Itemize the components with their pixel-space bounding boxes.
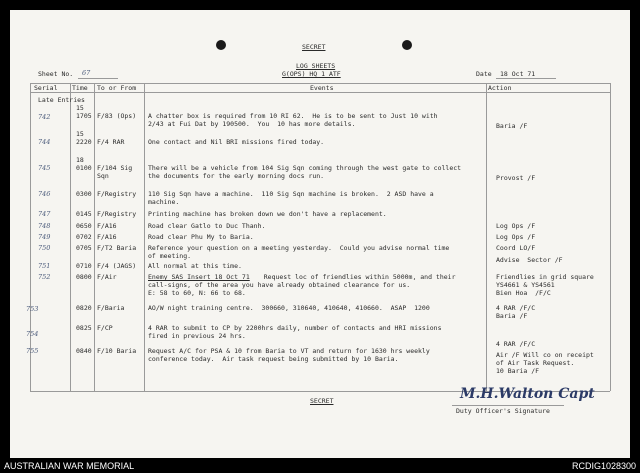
table-row-to-from: F/4 (JAGS) (97, 262, 137, 270)
signature-caption: Duty Officer's Signature (456, 407, 550, 415)
table-row-action: Baria /F (496, 122, 528, 130)
date-label: Date (476, 70, 492, 78)
table-row-serial: 749 (38, 233, 51, 241)
classification-top: SECRET (302, 43, 326, 51)
table-row-event: Request loc of friendlies within 5000m, and their call-signs, of the area you have already obtained clearance for us. E: 58 to 60, N: 66 to 68. (148, 273, 456, 297)
table-row-time: 0825 (76, 324, 92, 332)
column-action: Action (488, 84, 512, 92)
table-row-to-from: F/4 RAR (97, 138, 125, 146)
table-row-serial: 747 (38, 210, 51, 218)
column-serial: Serial (34, 84, 58, 92)
sheet-label: Sheet No. (38, 70, 74, 78)
table-row-action: Advise Sector /F (496, 256, 563, 264)
table-row-serial: 744 (38, 138, 51, 146)
table-row-time: 0650 (76, 222, 92, 230)
table-row-action: Log Ops /F (496, 233, 536, 241)
table-row-event: Reference your question on a meeting yesterday. Could you advise normal time of meeting. (148, 244, 450, 260)
source-credit: AUSTRALIAN WAR MEMORIAL (4, 461, 135, 471)
table-row-serial: 748 (38, 222, 51, 230)
title-line-1: LOG SHEETS (296, 62, 336, 70)
table-row-to-from: F/104 Sig Sqn (97, 164, 133, 180)
table-row-serial: 750 (38, 244, 51, 252)
table-row-event: Road clear Phu My to Baria. (148, 233, 254, 241)
table-row-time: 15 2220 (76, 130, 92, 146)
table-row-to-from: F/Air (97, 273, 117, 281)
table-row-event: Road clear Gatlo to Duc Thanh. (148, 222, 266, 230)
table-row-event: One contact and Nil BRI missions fired today. (148, 138, 325, 146)
table-row-serial: 753 (26, 305, 39, 313)
table-row-to-from: F/Registry (97, 210, 137, 218)
duty-officer-signature: M.H.Walton Capt (460, 386, 595, 402)
table-row-to-from: F/Registry (97, 190, 137, 198)
table-row-to-from: F/10 Baria (97, 347, 137, 355)
source-reference-id: RCDIG1028300 (571, 461, 636, 471)
table-row-serial: 755 (26, 347, 39, 355)
table-row-to-from: F/CP (97, 324, 113, 332)
table-row-to-from: F/A16 (97, 222, 117, 230)
table-row-action: Air /F Will co on receipt of Air Task Request. 10 Baria /F (496, 351, 594, 375)
table-row-event: 4 RAR to submit to CP by 2200hrs daily, number of contacts and HRI missions fired in previous 24 hrs. (148, 324, 442, 340)
table-row-action: 4 RAR /F/C Baria /F (496, 304, 536, 320)
column-events: Events (310, 84, 334, 92)
table-row-to-from: F/A16 (97, 233, 117, 241)
table-row-event: 110 Sig Sqn have a machine. 110 Sig Sqn machine is broken. 2 ASD have a machine. (148, 190, 434, 206)
table-row-event: Request A/C for PSA & 10 from Baria to VT and return for 1630 hrs weekly conference today. Air task request being submitted by 10 Baria. (148, 347, 430, 363)
table-row-serial: 754 (26, 330, 39, 338)
table-row-action: Friendlies in grid square YS4661 & YS4561 Bien Hoa /F/C (496, 273, 594, 297)
date-value: 18 Oct 71 (500, 70, 536, 78)
column-time: Time (72, 84, 88, 92)
table-row-time: 0705 (76, 244, 92, 252)
table-row-event-heading: Enemy SAS Insert 18 Oct 71 (148, 273, 250, 281)
table-row-event: There will be a vehicle from 104 Sig Sqn coming through the west gate to collect the documents for the early morning docs run. (148, 164, 462, 180)
table-row-serial: 746 (38, 190, 51, 198)
table-row-to-from: F/83 (Ops) (97, 112, 137, 120)
table-row-time: 0702 (76, 233, 92, 241)
table-row-event: A chatter box is required from 10 RI 62. He is to be sent to Just 10 with 2/43 at Fui Dat by 190500. You 10 has more details. (148, 112, 438, 128)
punch-hole-left (216, 40, 226, 50)
table-row-time: 0840 (76, 347, 92, 355)
column-to-from: To or From (97, 84, 137, 92)
table-row-serial: 752 (38, 273, 51, 281)
table-row-time: 18 0100 (76, 156, 92, 172)
table-row-time: 0800 (76, 273, 92, 281)
table-row-time: 15 1705 (76, 104, 92, 120)
table-row-time: 0820 (76, 304, 92, 312)
table-row-action: 4 RAR /F/C (496, 340, 536, 348)
table-row-to-from: F/Baria (97, 304, 125, 312)
late-entries-label: Late Entries (38, 96, 85, 104)
table-row-action: Log Ops /F (496, 222, 536, 230)
table-row-time: 0145 (76, 210, 92, 218)
table-row-serial: 751 (38, 262, 51, 270)
punch-hole-right (402, 40, 412, 50)
table-row-time: 0710 (76, 262, 92, 270)
table-row-event: Printing machine has broken down we don't have a replacement. (148, 210, 387, 218)
table-row-serial: 742 (38, 113, 51, 121)
table-row-time: 0300 (76, 190, 92, 198)
classification-bottom: SECRET (310, 397, 334, 405)
title-line-2: G(OPS) HQ 1 ATF (282, 70, 341, 78)
table-row-to-from: F/T2 Baria (97, 244, 137, 252)
table-row-action: Coord LO/F (496, 244, 536, 252)
log-sheet-paper (10, 10, 630, 458)
table-row-event: All normal at this time. (148, 262, 242, 270)
table-row-serial: 745 (38, 164, 51, 172)
table-row-action: Provost /F (496, 174, 536, 182)
sheet-number: 67 (82, 69, 91, 77)
table-row-event: AO/W night training centre. 300660, 310640, 410640, 410660. ASAP 1200 (148, 304, 430, 312)
